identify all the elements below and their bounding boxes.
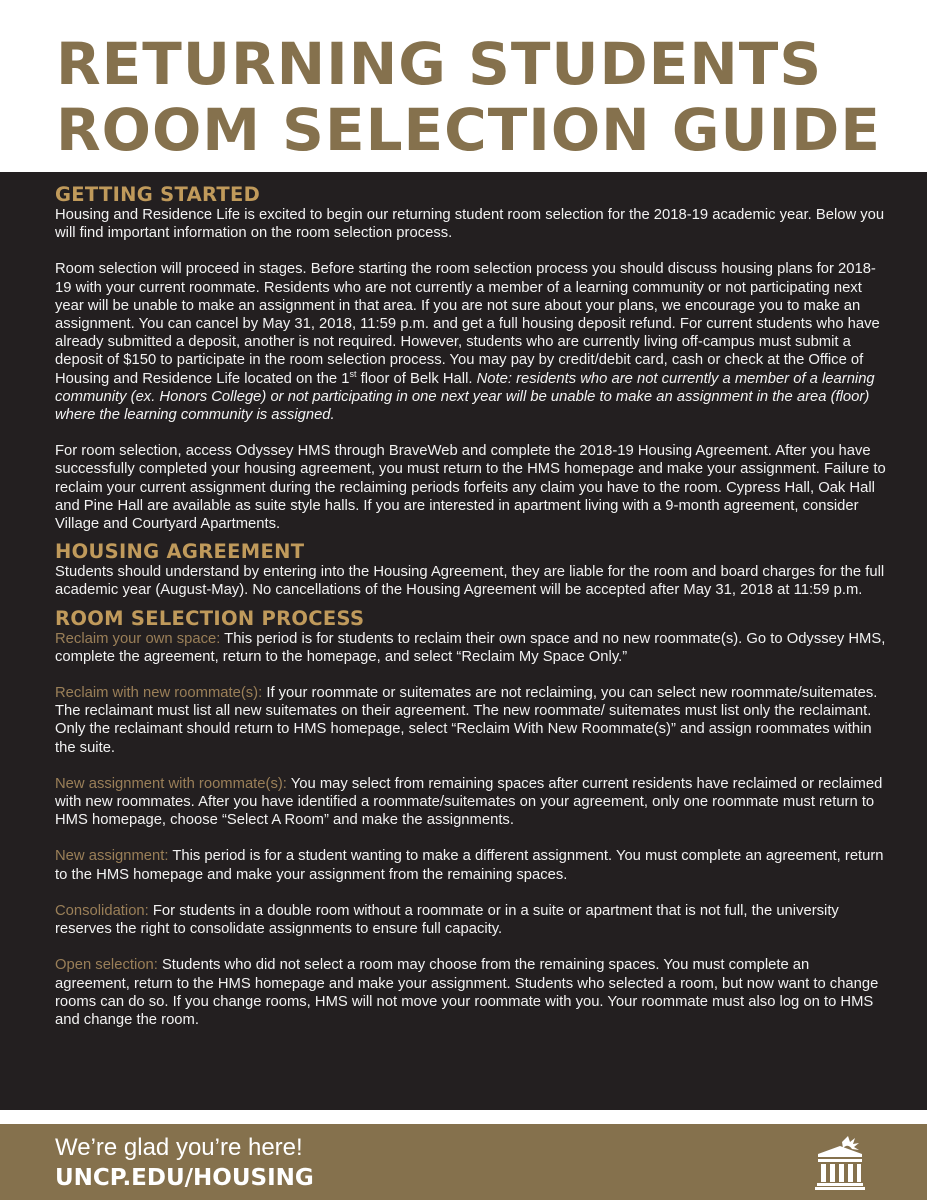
stage-text: For students in a double room without a roommate or in a suite or apartment that is not full, the university reserves the right to consolidate assignments to ensure full capacity. [55,902,839,938]
getting-started-heading: GETTING STARTED [55,183,261,206]
stage-text: This period is for students to reclaim their own space and no new roommate(s). Go to Odyssey HMS, complete the agreement, return to the homepage, and select “Reclaim My Space Only.” [55,630,886,665]
housing-agreement-section [55,541,887,599]
room-selection-heading: ROOM SELECTION PROCESS [55,606,365,630]
getting-started-stages [55,260,887,424]
stage-text: You may select from remaining spaces after current residents have reclaimed or reclaimed with new roommates. After you have identified a roommate/suitemates on your agreement, only one roommate must return to HMS homepage, choose “Select A Room” and make the assignments. [55,775,883,829]
footer-tagline: We’re glad you’re here! [55,1134,303,1161]
stage-text: This period is for a student wanting to make a different assignment. You must complete an agreement, return to the HMS homepage and make your assignment from the remaining spaces. [55,848,884,883]
selection-stage-item [55,956,887,1029]
selection-stage-item [55,630,887,666]
stage-text: If your roommate or suitemates are not reclaiming, you can select new roommate/suitemates. The reclaimant must list all new suitemates on their agreement. The new roommate/ suitemates must list only the reclaimant. Only the reclaimant should return to HMS homepage, select “Reclaim With New Roommate(s)” and assign roommates within the suite. [55,685,878,756]
stages-text: Room selection will proceed in stages. Before starting the room selection process you should discuss housing plans for 2018-19 with your current roommate. Residents who are not currently a member of a learning community or not participating next year will be unable to make an assignment in that area. If you are not sure about your plans, we encourage you to make an assignment. You can cancel by May 31, 2018, 11:59 p.m. and get a full housing deposit refund. For current students who have already submitted a deposit, another is not required. However, students who are currently living off-campus must submit a deposit of $150 to participate in the room selection process. You may pay by credit/debit card, cash or check at the Office of Housing and Residence Life located on the 1 [55,261,880,387]
selection-stage-item [55,684,887,757]
footer-bar [0,1124,927,1200]
stage-text: Students who did not select a room may choose from the remaining spaces. You must complete an agreement, return to the HMS homepage and make your assignment. Students who selected a room, but now want to change rooms can do so. If you change rooms, HMS will not move your roommate with you. Your roommate must also log on to HMS and change the room. [55,957,879,1028]
housing-agreement-heading: HOUSING AGREEMENT [55,540,305,564]
room-selection-section [55,608,887,1029]
housing-agreement-text: Students should understand by entering into the Housing Agreement, they are liable for the room and board charges for the full academic year (August-May). No cancellations of the Housing Agreement will be accepted after May 31, 2018 at 11:59 p.m. [55,564,885,599]
stage-term: New assignment: [55,848,169,865]
stage-term: Reclaim your own space: [55,630,221,647]
stage-term: Consolidation: [55,902,149,919]
stages-text-cont: floor of Belk Hall. [356,370,477,387]
selection-stage-item [55,847,887,883]
title-block [0,0,927,172]
getting-started-section [55,184,887,533]
selection-stage-item [55,902,887,938]
page-title-line-2: ROOM SELECTION GUIDE [56,96,881,164]
content-panel [0,172,927,1110]
ordinal-suffix: st [349,368,357,379]
building-columns-icon [812,1134,868,1192]
learning-community-note: Note: residents who are not currently a member of a learning community (ex. Honors College) or not participating in one next year will be unable to make an assignment in the area (floor) where the learning community is assigned. [55,370,875,424]
selection-stage-item [55,775,887,830]
getting-started-intro: Housing and Residence Life is excited to begin our returning student room selection for the 2018-19 academic year. Below you will find important information on the room selection process. [55,207,885,242]
page-title-line-1: RETURNING STUDENTS [56,30,823,98]
getting-started-odyssey: For room selection, access Odyssey HMS through BraveWeb and complete the 2018-19 Housing Agreement. After you have successfully completed your housing agreement, you must return to the HMS homepage and make your assignment. Failure to reclaim your current assignment during the reclaiming periods forfeits any claim you have to the room. Cypress Hall, Oak Hall and Pine Hall are available as suite style halls. If you are interested in apartment living with a 9-month agreement, consider Village and Courtyard Apartments. [55,443,886,533]
stage-term: New assignment with roommate(s): [55,775,287,792]
housing-website-link[interactable]: UNCP.EDU/HOUSING [55,1165,314,1191]
stage-term: Open selection: [55,957,158,974]
stage-term: Reclaim with new roommate(s): [55,685,263,702]
